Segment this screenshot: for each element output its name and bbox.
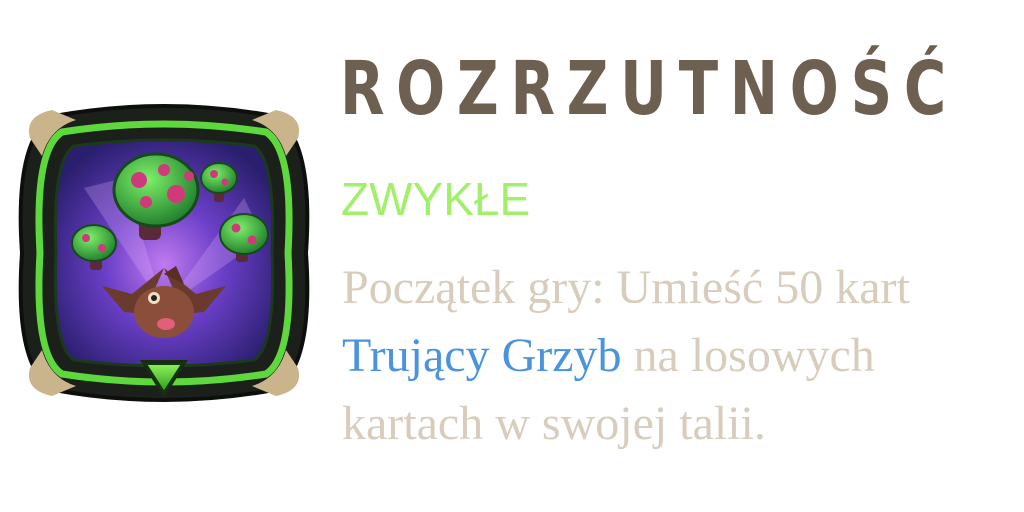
perk-title: ROZRZUTNOŚĆ <box>340 46 958 132</box>
perk-icon-frame <box>14 98 314 408</box>
description-line-2-rest: na losowych <box>621 329 875 382</box>
description-line-1: Początek gry: Umieść 50 kart <box>342 261 910 314</box>
rarity-label: ZWYKŁE <box>341 173 531 225</box>
keyword-trujacy-grzyb: Trujący Grzyb <box>342 329 622 382</box>
description-line-3: kartach w swojej talii. <box>342 397 766 450</box>
perk-description <box>342 254 1022 458</box>
mushroom-bat-art-icon <box>14 98 314 408</box>
description-line-2 <box>342 322 1022 390</box>
